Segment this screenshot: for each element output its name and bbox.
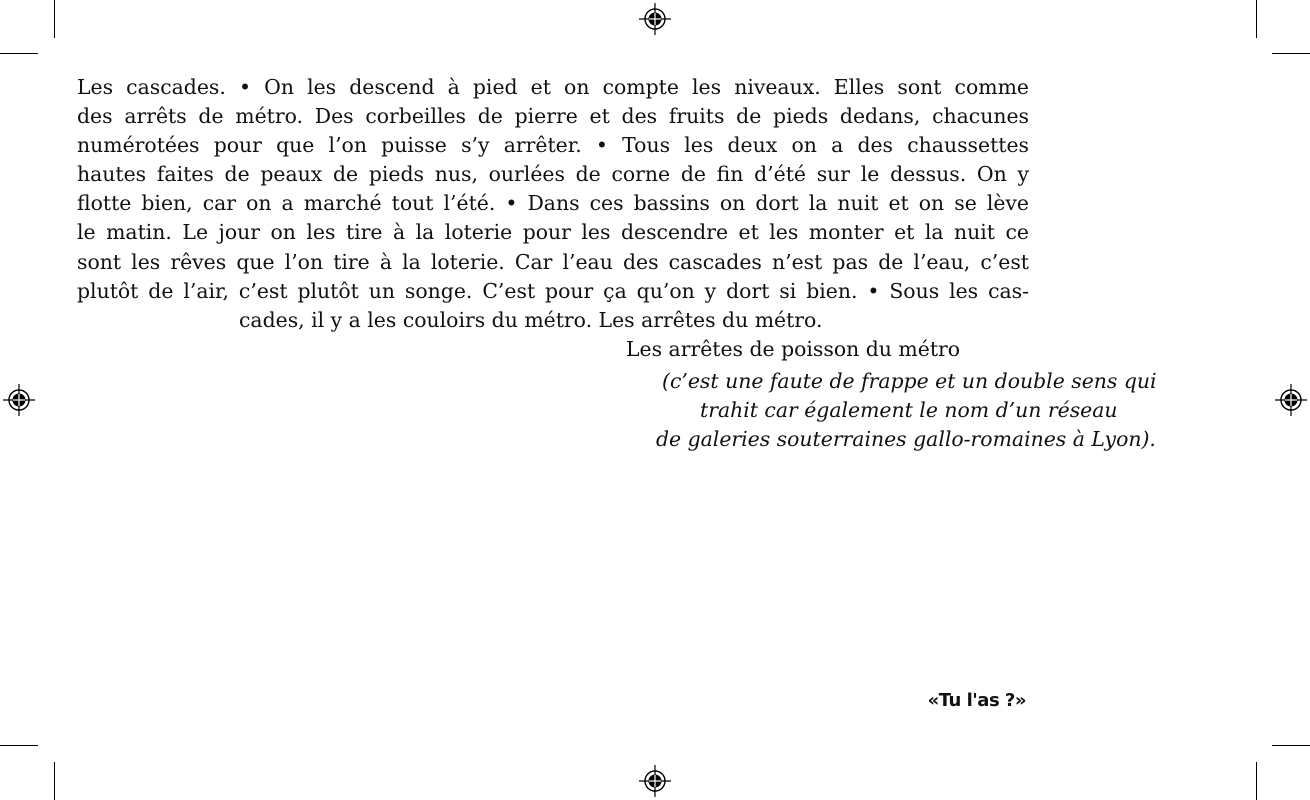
crop-mark: [1272, 745, 1310, 746]
crop-mark: [0, 745, 38, 746]
text-line: le matin. Le jour on les tire à la loterie pour les descendre et les monter et la nuit ce: [77, 220, 1029, 245]
crop-mark: [1272, 53, 1310, 54]
text-line: numérotées pour que l’on puisse s’y arrêter. • Tous les deux on a des chaussettes: [77, 133, 1029, 158]
crop-mark: [1256, 0, 1257, 38]
text-line: flotte bien, car on a marché tout l’été. • Dans ces bassins on dort la nuit et on se lève: [77, 191, 1029, 216]
text-line: sont les rêves que l’on tire à la loterie. Car l’eau des cascades n’est pas de l’eau, c’est: [77, 249, 1029, 274]
italic-note: [620, 367, 1240, 454]
crop-mark: [54, 0, 55, 38]
note-line: de galeries souterraines gallo-romaines à Lyon).: [656, 427, 1156, 452]
crop-mark: [54, 762, 55, 800]
running-title: «Tu l'as ?»: [927, 690, 1026, 711]
crop-mark: [1256, 762, 1257, 800]
text-line: hautes faites de peaux de pieds nus, ourlées de corne de fin d’été sur le dessus. On y: [77, 162, 1029, 187]
text-line: Les cascades. • On les descend à pied et on compte les niveaux. Elles sont comme: [77, 75, 1029, 99]
crop-mark: [0, 53, 38, 54]
text-line: des arrêts de métro. Des corbeilles de pierre et des fruits de pieds dedans, chacunes: [77, 104, 1029, 129]
registration-mark-icon: [638, 764, 672, 798]
registration-mark-icon: [638, 2, 672, 36]
body-paragraph: [77, 73, 1029, 364]
text-line: Les arrêtes de poisson du métro: [626, 336, 961, 361]
text-line: plutôt de l’air, c’est plutôt un songe. C’est pour ça qu’on y dort si bien. • Sous les cas-: [77, 278, 1029, 303]
note-line: (c’est une faute de frappe et un double sens qui: [662, 369, 1157, 393]
note-line: trahit car également le nom d’un réseau: [700, 398, 1118, 423]
text-line: cades, il y a les couloirs du métro. Les arrêtes du métro.: [239, 307, 823, 332]
registration-mark-icon: [2, 383, 36, 417]
registration-mark-icon: [1274, 383, 1308, 417]
